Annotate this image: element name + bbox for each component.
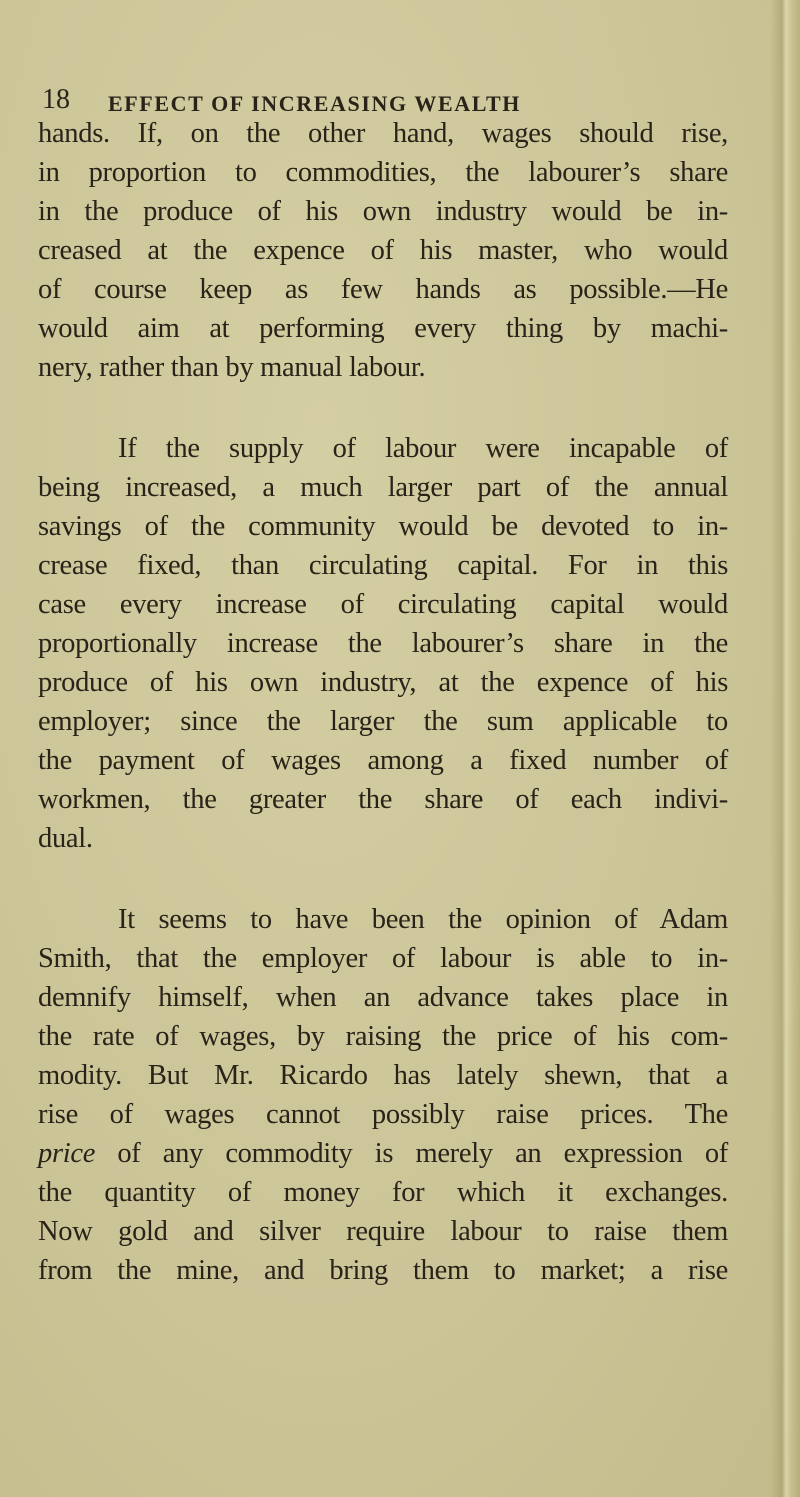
text-line: the payment of wages among a fixed number of <box>38 745 728 776</box>
text-line: in the produce of his own industry would be in- <box>38 196 728 227</box>
text-line: employer; since the larger the sum applicable to <box>38 706 728 737</box>
text-line: in proportion to commodities, the labourer’s share <box>38 157 728 188</box>
text-line: the rate of wages, by raising the price of his com- <box>38 1021 728 1052</box>
text-line: would aim at performing every thing by machi- <box>38 313 728 344</box>
text-line: produce of his own industry, at the expence of his <box>38 667 728 698</box>
text-line: nery, rather than by manual labour. <box>38 352 426 383</box>
italic-word: price <box>38 1138 96 1169</box>
text-line: crease fixed, than circulating capital. For in this <box>38 550 728 581</box>
paragraph-3 <box>38 900 728 1290</box>
text-line: of course keep as few hands as possible.—He <box>38 274 728 305</box>
paragraph-gap <box>38 387 728 429</box>
text-line: Smith, that the employer of labour is able to in- <box>38 943 728 974</box>
paragraph-gap <box>38 858 728 900</box>
text-line: modity. But Mr. Ricardo has lately shewn, that a <box>38 1060 728 1091</box>
text-line <box>38 1134 728 1173</box>
text-line: workmen, the greater the share of each indivi- <box>38 784 728 815</box>
text-line: being increased, a much larger part of the annual <box>38 472 728 503</box>
page-number: 18 <box>42 84 70 115</box>
text-line: demnify himself, when an advance takes place in <box>38 982 728 1013</box>
text-line: from the mine, and bring them to market; a rise <box>38 1255 728 1286</box>
text-line: It seems to have been the opinion of Adam <box>118 904 728 935</box>
text-line: Now gold and silver require labour to raise them <box>38 1216 728 1247</box>
body-text <box>38 114 728 1290</box>
paragraph-2 <box>38 429 728 858</box>
line-rest: of any commodity is merely an expression of <box>95 1138 728 1169</box>
text-line: rise of wages cannot possibly raise prices. The <box>38 1099 728 1130</box>
running-title: EFFECT OF INCREASING WEALTH <box>108 91 522 116</box>
text-line: hands. If, on the other hand, wages should rise, <box>38 118 728 149</box>
text-line: proportionally increase the labourer’s share in the <box>38 628 728 659</box>
text-line: dual. <box>38 823 93 854</box>
text-line: If the supply of labour were incapable of <box>118 433 728 464</box>
text-line: creased at the expence of his master, who would <box>38 235 728 266</box>
text-line: savings of the community would be devoted to in- <box>38 511 728 542</box>
paragraph-1 <box>38 114 728 387</box>
text-line: the quantity of money for which it exchanges. <box>38 1177 728 1208</box>
text-line: case every increase of circulating capital would <box>38 589 728 620</box>
